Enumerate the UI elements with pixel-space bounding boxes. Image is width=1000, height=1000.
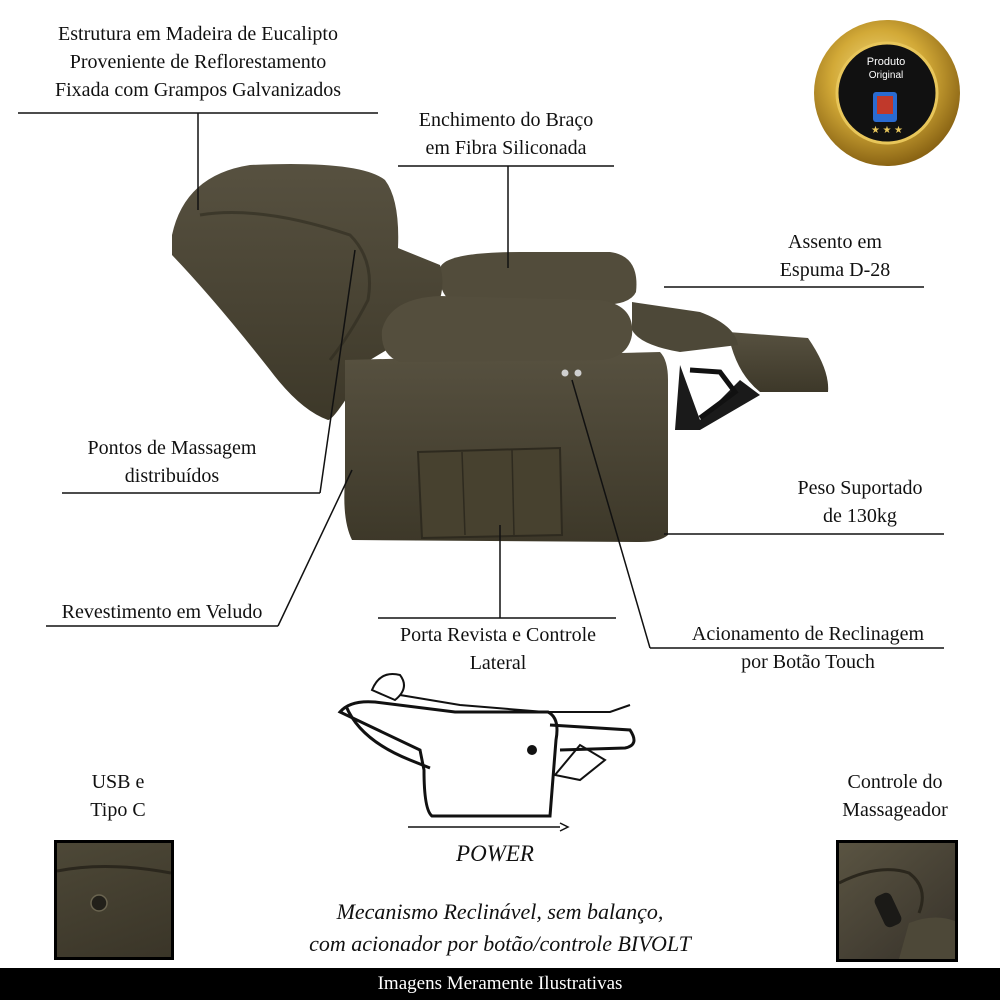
seat-foam-label (740, 228, 930, 284)
footer-disclaimer (0, 968, 1000, 1000)
power-caption-text: POWER (456, 841, 534, 866)
massage-points-line-1: Pontos de Massagem (87, 437, 257, 459)
seat-foam-line-1: Assento em (788, 231, 882, 253)
power-caption (380, 840, 610, 868)
touch-recline-label (660, 620, 956, 676)
frame-structure-line-3: Fixada com Grampos Galvanizados (54, 79, 342, 101)
mechanism-line-1: Mecanismo Reclinável, sem balanço, (336, 899, 664, 924)
arm-filling-line-1: Enchimento do Braço (418, 109, 594, 131)
seat-cushion (632, 302, 738, 352)
recline-diagram (340, 674, 634, 831)
seat-foam-line-2: Espuma D-28 (779, 259, 891, 281)
massage-points-label (62, 434, 282, 490)
footer-text: Imagens Meramente Ilustrativas (377, 973, 623, 994)
frame-structure-label (18, 20, 378, 104)
frame-structure-line-1: Estrutura em Madeira de Eucalipto (58, 23, 338, 45)
remote-control-icon (873, 891, 904, 929)
front-arm (382, 296, 632, 362)
weight-capacity-label (760, 474, 960, 530)
svg-text:★ ★ ★: ★ ★ ★ (871, 125, 903, 136)
arm-filling-label (398, 106, 614, 162)
original-product-badge (814, 20, 960, 166)
badge-line-1: Produto (866, 56, 906, 68)
usb-port-icon (91, 895, 107, 911)
massage-control-line-2: Massageador (842, 799, 948, 821)
magazine-pocket (418, 448, 562, 538)
touch-recline-line-1: Acionamento de Reclinagem (691, 623, 925, 645)
touch-button (562, 370, 569, 377)
badge-line-2: Original (868, 70, 904, 81)
massage-control-label (820, 768, 970, 824)
arm-filling-line-2: em Fibra Siliconada (425, 137, 587, 159)
weight-capacity-line-2: de 130kg (823, 505, 897, 527)
usb-line-1: USB e (91, 771, 145, 793)
usb-label (58, 768, 178, 824)
usb-line-2: Tipo C (90, 799, 146, 821)
massage-points-line-2: distribuídos (124, 465, 220, 487)
velvet-cover-label (46, 598, 278, 626)
badge-text (850, 56, 922, 82)
mechanism-description (200, 896, 800, 960)
usb-port-thumbnail (54, 840, 174, 960)
frame-structure-line-2: Proveniente de Reflorestamento (69, 51, 327, 73)
velvet-cover-text: Revestimento em Veludo (61, 601, 263, 623)
touch-recline-line-2: por Botão Touch (741, 651, 875, 673)
mechanism-line-2: com acionador por botão/controle BIVOLT (309, 931, 691, 956)
touch-button (575, 370, 582, 377)
magazine-holder-label (374, 621, 622, 677)
magazine-holder-line-2: Lateral (469, 652, 527, 674)
magazine-holder-line-1: Porta Revista e Controle (399, 624, 597, 646)
massage-control-line-1: Controle do (847, 771, 943, 793)
massage-controller-thumbnail (836, 840, 958, 962)
weight-capacity-line-1: Peso Suportado (797, 477, 923, 499)
